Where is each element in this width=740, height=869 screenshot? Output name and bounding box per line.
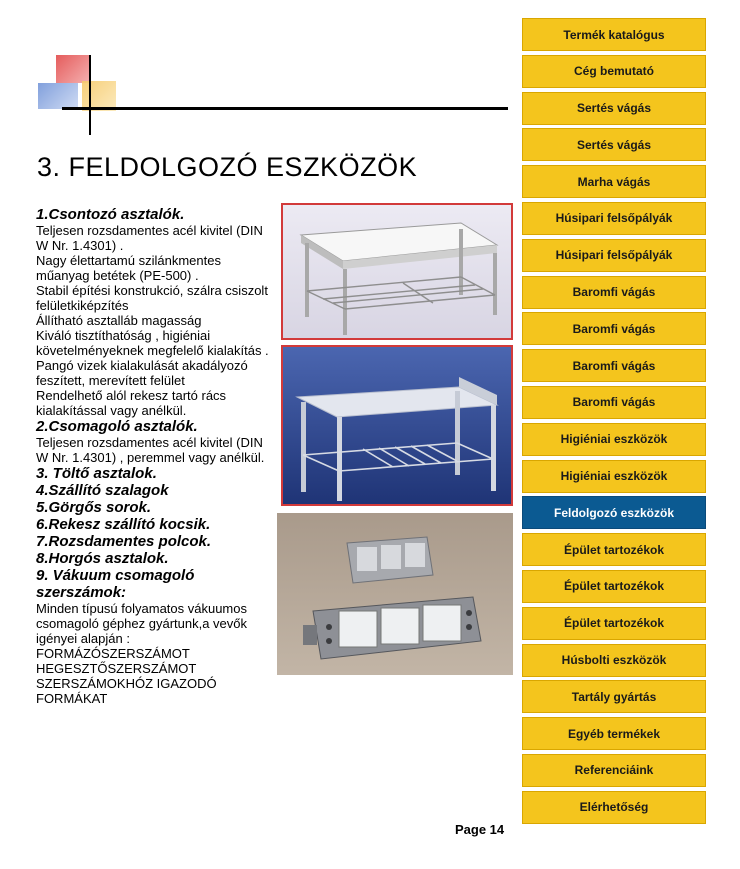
nav-button[interactable]: Feldolgozó eszközök [522,496,706,529]
nav-button[interactable]: Marha vágás [522,165,706,198]
nav-button[interactable]: Baromfi vágás [522,386,706,419]
section-heading: 1.Csontozó asztalók. [36,206,185,223]
logo-vertical-line [89,55,91,135]
logo-red-square [56,55,90,83]
nav-button[interactable]: Húsipari felsőpályák [522,239,706,272]
section-heading: 9. Vákuum csomagoló szerszámok: [36,567,195,601]
page-number: Page 14 [455,822,505,837]
section-heading: 2.Csomagoló asztalók. [36,418,198,435]
nav-button[interactable]: Épület tartozékok [522,607,706,640]
body-paragraph: Nagy élettartamú szilánkmentes műanyag betétek (PE-500) . [36,253,221,283]
nav-button[interactable]: Baromfi vágás [522,349,706,382]
body-paragraph: Teljesen rozsdamentes acél kivitel (DIN W Nr. 1.4301) , peremmel vagy anélkül. [36,435,265,465]
vacuum-tools-image [277,513,513,675]
nav-button[interactable]: Cég bemutató [522,55,706,88]
nav-button[interactable]: Termék katalógus [522,18,706,51]
nav-button[interactable]: Húsbolti eszközök [522,644,706,677]
logo-graphic [38,55,128,135]
body-paragraph: Teljesen rozsdamentes acél kivitel (DIN W Nr. 1.4301) . [36,223,263,253]
body-text [36,206,271,706]
body-paragraph: Minden típusú folyamatos vákuumos csomagoló géphez gyártunk,a vevők igényei alapján : FORMÁZÓSZERSZÁMOT HEGESZTŐSZERSZÁMOT SZERSZÁMOKHÓZ IGAZODÓ FORMÁKAT [36,601,248,706]
section-heading: 6.Rekesz szállító kocsik. [36,516,211,533]
nav-button[interactable]: Baromfi vágás [522,312,706,345]
nav-button[interactable]: Épület tartozékok [522,533,706,566]
body-paragraph: Rendelhető alól rekesz tartó rács kialakítással vagy anélkül. [36,388,227,418]
nav-button[interactable]: Egyéb termékek [522,717,706,750]
nav-button[interactable]: Tartály gyártás [522,680,706,713]
sidebar-nav [522,18,706,828]
section-heading: 8.Horgós asztalok. [36,550,169,567]
nav-button[interactable]: Húsipari felsőpályák [522,202,706,235]
logo-blue-square [38,83,78,109]
nav-button[interactable]: Baromfi vágás [522,276,706,309]
nav-button[interactable]: Épület tartozékok [522,570,706,603]
body-paragraph: Állítható asztalláb magasság [36,313,202,328]
body-paragraph: Pangó vizek kialakulását akadályozó feszített, merevített felület [36,358,248,388]
body-paragraph: Kiváló tisztíthatóság , higiéniai követelményeknek megfelelő kialakítás . [36,328,269,358]
header-divider [62,107,508,110]
boning-table-image [281,203,513,340]
nav-button[interactable]: Sertés vágás [522,92,706,125]
packing-table-image [281,345,513,506]
body-paragraph: Stabil építési konstrukció, szálra csiszolt felületkiképzítés [36,283,268,313]
section-heading: 4.Szállító szalagok [36,482,169,499]
section-heading: 5.Görgős sorok. [36,499,152,516]
section-heading: 3. Töltő asztalok. [36,465,157,482]
nav-button[interactable]: Higiéniai eszközök [522,460,706,493]
nav-button[interactable]: Elérhetőség [522,791,706,824]
nav-button[interactable]: Sertés vágás [522,128,706,161]
page-title: 3. FELDOLGOZÓ ESZKÖZÖK [37,152,418,182]
section-heading: 7.Rozsdamentes polcok. [36,533,212,550]
nav-button[interactable]: Referenciáink [522,754,706,787]
nav-button[interactable]: Higiéniai eszközök [522,423,706,456]
